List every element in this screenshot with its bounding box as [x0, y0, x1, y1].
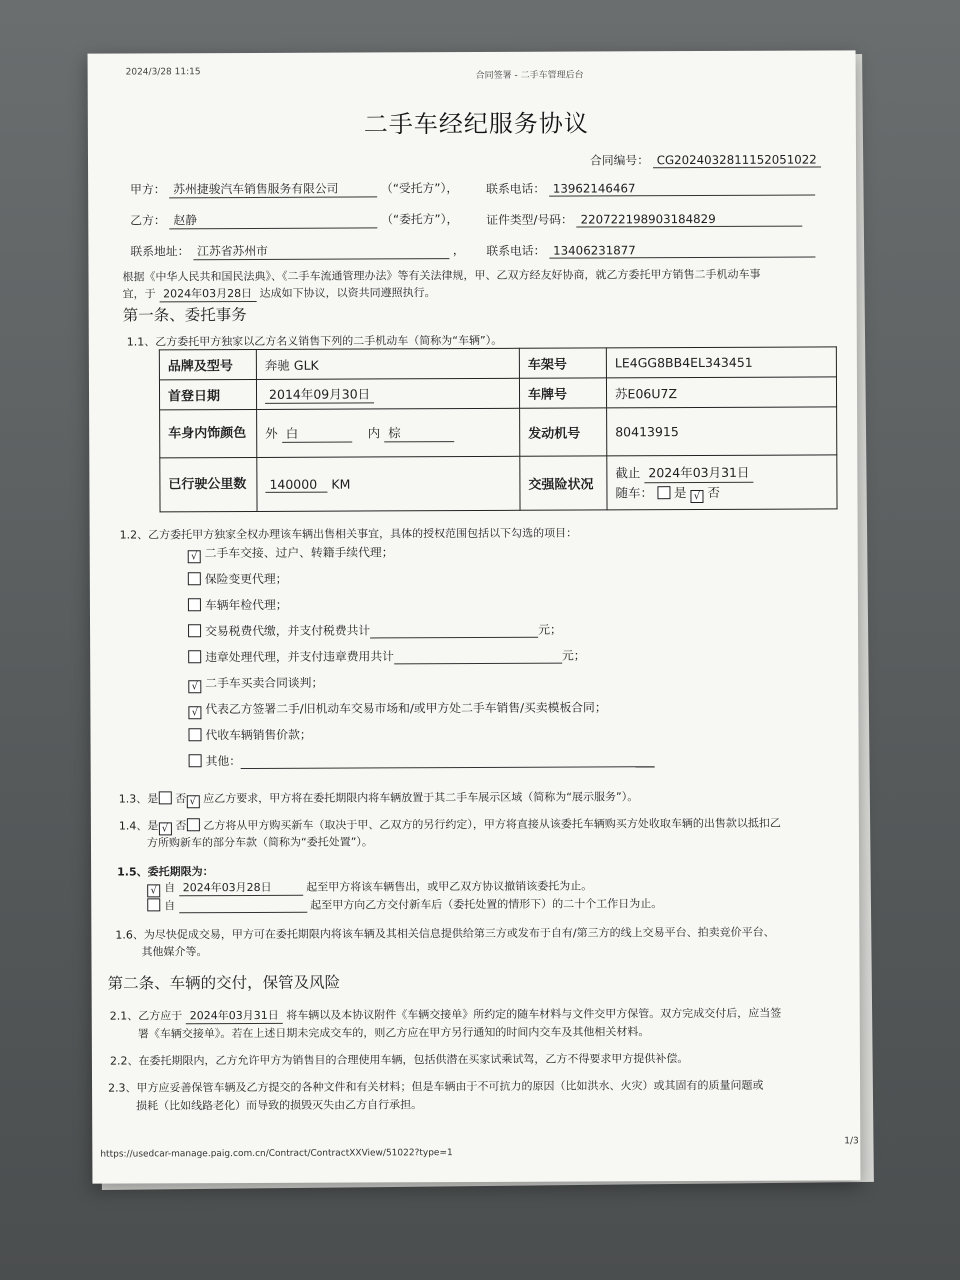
- contract-page: [88, 50, 861, 1183]
- clause-2-3-line-1: 2.3、甲方应妥善保管车辆及乙方提交的各种文件和有关材料；但是车辆由于不可抗力的原因（比如洪水、火灾）或其固有的质量问题或: [108, 1078, 764, 1095]
- vin-label: 车架号: [519, 348, 606, 378]
- party-b-address-label: 联系地址：: [130, 244, 190, 259]
- clause-1-6-line-1: 1.6、为尽快促成交易，甲方可在委托期限内将该车辆及其相关信息提供给第三方或发布于自有/第三方的线上交易平台、拍卖竞价平台、: [115, 925, 775, 942]
- article-1-title: 第一条、委托事务: [122, 305, 247, 325]
- intro-line-1: 根据《中华人民共和国民法典》、《二手车流通管理办法》等有关法律规，甲、乙双方经友好协商，就乙方委托甲方销售二手机动车事: [122, 267, 761, 284]
- article-2-title: 第二条、车辆的交付，保管及风险: [107, 973, 341, 993]
- term-option-2-date-blank[interactable]: [179, 900, 307, 914]
- party-a-role: （“受托方”），: [381, 181, 459, 196]
- party-b-row: [130, 210, 458, 229]
- term-option-1: [147, 877, 592, 897]
- auth-tax-suffix: 元；: [538, 622, 562, 637]
- insurance-yes-label: 是: [673, 484, 687, 500]
- party-b-name: 赵静: [169, 210, 377, 229]
- contract-number-label: 合同编号：: [589, 153, 650, 168]
- term-option-1-pre: 自: [164, 881, 176, 895]
- party-a-row: [130, 179, 458, 198]
- auth-item-other: [189, 750, 655, 769]
- color-label: 车身内饰颜色: [160, 409, 257, 457]
- exterior-prefix: 外: [265, 425, 278, 441]
- clause-2-1: [110, 1005, 782, 1025]
- party-b-id-row: [486, 210, 802, 228]
- insurance-with-label: 随车：: [615, 484, 654, 500]
- clause-1-5-title: 1.5、委托期限为：: [117, 865, 214, 879]
- auth-violation-suffix: 元；: [561, 648, 586, 663]
- plate-label: 车牌号: [519, 378, 606, 408]
- interior-color: 棕: [384, 423, 454, 442]
- auth-tax-checkbox[interactable]: [188, 624, 201, 637]
- insurance-cell: [607, 455, 837, 510]
- table-row: [159, 347, 836, 380]
- brand-label: 品牌及型号: [159, 349, 256, 379]
- auth-item-insurance: [188, 570, 288, 587]
- party-b-id: 220722198903184829: [577, 212, 803, 228]
- party-b-phone-row: [486, 241, 815, 259]
- table-row: [159, 377, 836, 410]
- clause-2-2: 2.2、在委托期限内，乙方允许甲方为销售目的合理使用车辆，包括供潜在买家试乘试驾，乙方不得要求甲方提供补偿。: [109, 1052, 689, 1068]
- clause-1-6-line-2: 其他媒介等。: [141, 945, 208, 959]
- auth-other-checkbox[interactable]: [189, 754, 202, 767]
- party-b-address: 江苏省苏州市: [193, 241, 449, 260]
- term-option-1-checkbox[interactable]: √: [147, 884, 160, 897]
- party-b-phone: 13406231877: [549, 243, 815, 259]
- auth-violation-checkbox[interactable]: [188, 650, 201, 663]
- engine-label: 发动机号: [520, 408, 607, 456]
- delivery-date: 2024年03月31日: [186, 1007, 283, 1024]
- violation-amount-blank[interactable]: [394, 651, 562, 665]
- auth-collect-checkbox[interactable]: [188, 728, 201, 741]
- document-title: 二手车经纪服务协议: [363, 109, 589, 139]
- auth-negotiation-label: 二手车买卖合同谈判；: [205, 675, 324, 691]
- interior-prefix: 内: [367, 425, 381, 441]
- other-blank[interactable]: [241, 754, 655, 769]
- auth-other-label: 其他：: [205, 754, 242, 769]
- party-a-phone: 13962146467: [549, 181, 815, 197]
- reg-date-label: 首登日期: [159, 379, 256, 409]
- term-option-2-pre: 自: [164, 899, 176, 913]
- term-option-2: [147, 895, 662, 913]
- insurance-with-car-row: [615, 482, 828, 503]
- party-b-role: （“委托方”），: [381, 212, 459, 227]
- intro-line-2-pre: 宜，于: [122, 287, 156, 301]
- auth-item-negotiation: [188, 674, 323, 694]
- table-row: [160, 407, 837, 458]
- clause-2-1-text: 将车辆以及本协议附件《车辆交接单》所约定的随车材料与文件交甲方保管。双方完成交付后，应当签: [286, 1006, 782, 1022]
- exterior-color: 白: [282, 424, 352, 443]
- party-b-phone-label: 联系电话：: [486, 243, 546, 258]
- contract-number-row: [590, 150, 821, 168]
- auth-transfer-checkbox[interactable]: √: [188, 550, 201, 563]
- insurance-yes-checkbox[interactable]: [657, 486, 670, 499]
- clause-2-1-pre: 2.1、乙方应于: [109, 1009, 183, 1023]
- insurance-until-row: [615, 462, 828, 483]
- display-yes-checkbox[interactable]: [158, 791, 171, 804]
- auth-tax-label: 交易税费代缴，并支付税费共计: [205, 623, 371, 639]
- mileage-label: 已行驶公里数: [160, 457, 257, 511]
- auth-item-collect-payment: [188, 726, 311, 744]
- clause-1-3-text: 应乙方要求，甲方将在委托期限内将车辆放置于其二手车展示区域（简称为“展示服务”）。: [203, 790, 639, 806]
- clause-1-3-no-label: 否: [175, 792, 187, 806]
- auth-insurance-label: 保险变更代理；: [204, 571, 288, 587]
- party-a-name: 苏州捷骏汽车销售服务有限公司: [169, 179, 377, 198]
- print-site-title: 合同签署 - 二手车管理后台: [475, 70, 584, 81]
- auth-negotiation-checkbox[interactable]: √: [188, 680, 201, 693]
- auth-item-transfer: [188, 543, 394, 563]
- auth-item-sign-contract: [188, 698, 606, 719]
- clause-1-4: [119, 815, 781, 836]
- clause-1-2: 1.2、乙方委托甲方独家全权办理该车辆出售相关事宜，具体的授权范围包括以下勾选的项目：: [119, 526, 578, 542]
- clause-1-3-yes-label: 1.3、是: [118, 792, 159, 806]
- auth-violation-label: 违章处理代理，并支付违章费用共计: [205, 649, 394, 665]
- insurance-until-label: 截止: [615, 464, 641, 480]
- clause-2-1-line-2: 署《车辆交接单》。若在上述日期未完成交车的，则乙方应在甲方另行通知的时间内交车及其他相关材料。: [137, 1025, 650, 1041]
- auth-item-inspection: [188, 596, 288, 613]
- reg-date-value: 2014年09月30日: [265, 384, 374, 403]
- auth-item-tax: [188, 621, 562, 640]
- party-b-address-row: [130, 241, 464, 260]
- clause-2-3-line-2: 损耗（比如线路老化）而导致的损毁灭失由乙方自行承担。: [136, 1098, 423, 1113]
- mileage-value: 140000: [265, 476, 327, 492]
- intro-line-2: [123, 284, 436, 302]
- plate-value: 苏E06U7Z: [606, 377, 836, 408]
- auth-item-violation: [188, 647, 585, 666]
- clause-1-1: 1.1、乙方委托甲方独家以乙方名义销售下列的二手机动车（简称为“车辆”）。: [126, 333, 503, 349]
- party-a-phone-row: [486, 179, 815, 197]
- auth-transfer-label: 二手车交接、过户、转籍手续代理；: [204, 545, 394, 561]
- vehicle-info-table: [159, 346, 838, 512]
- clause-1-4-line-2: 方所购新车的部分车款（简称为“委托处置”）。: [146, 835, 373, 850]
- clause-1-4-text: 乙方将从甲方购买新车（取决于甲、乙双方的另行约定），甲方将直接从该委托车辆购买方处收取车辆的出售款以抵扣乙: [203, 816, 781, 833]
- term-option-2-checkbox[interactable]: [147, 898, 160, 911]
- intro-date: 2024年03月28日: [159, 285, 256, 302]
- insurance-label: 交强险状况: [520, 456, 607, 510]
- party-a-label: 甲方：: [130, 182, 166, 197]
- table-row: [160, 455, 837, 512]
- party-b-address-end: ，: [452, 243, 465, 258]
- term-option-1-text: 起至甲方将该车辆售出，或甲乙双方协议撤销该委托为止。: [306, 879, 593, 894]
- reg-date-cell: [256, 378, 519, 409]
- mileage-unit: KM: [331, 476, 351, 492]
- intro-line-2-post: 达成如下协议，以资共同遵照执行。: [259, 286, 436, 300]
- insurance-no-label: 否: [707, 484, 721, 500]
- footer-url: https://usedcar-manage.paig.com.cn/Contract/ContractXXView/51022?type=1: [100, 1148, 453, 1160]
- auth-inspection-checkbox[interactable]: [188, 598, 201, 611]
- auth-sign-label: 代表乙方签署二手/旧机动车交易市场和/或甲方处二手车销售/买卖模板合同；: [205, 700, 607, 717]
- clause-1-4-yes-label: 1.4、是: [118, 819, 159, 833]
- engine-value: 80413915: [607, 407, 837, 456]
- auth-sign-checkbox[interactable]: √: [188, 706, 201, 719]
- auth-inspection-label: 车辆年检代理；: [204, 597, 288, 613]
- vin-value: LE4GG8BB4EL343451: [606, 347, 836, 378]
- clause-1-3: [119, 788, 638, 808]
- party-b-id-label: 证件类型/号码：: [486, 212, 573, 227]
- trade-in-yes-checkbox[interactable]: √: [158, 822, 171, 835]
- term-option-2-text: 起至甲方向乙方交付新车后（委托处置的情形下）的二十个工作日为止。: [310, 897, 663, 912]
- contract-number: CG2024032811152051022: [653, 152, 821, 168]
- auth-insurance-checkbox[interactable]: [188, 572, 201, 585]
- clause-1-4-no-label: 否: [175, 819, 187, 833]
- trade-in-no-checkbox[interactable]: [186, 818, 199, 831]
- mileage-cell: [257, 456, 520, 511]
- insurance-until-date: 2024年03月31日: [644, 462, 753, 482]
- party-a-phone-label: 联系电话：: [486, 181, 546, 196]
- print-datetime: 2024/3/28 11:15: [125, 67, 201, 78]
- page-number: 1/3: [844, 1136, 859, 1147]
- term-option-1-date: 2024年03月28日: [179, 879, 303, 897]
- color-cell: [257, 408, 520, 457]
- display-no-checkbox[interactable]: √: [186, 795, 199, 808]
- tax-amount-blank[interactable]: [370, 625, 538, 639]
- insurance-no-checkbox[interactable]: √: [690, 489, 703, 502]
- party-b-label: 乙方：: [130, 213, 166, 228]
- auth-collect-label: 代收车辆销售价款；: [205, 727, 312, 743]
- brand-value: 奔驰 GLK: [256, 348, 519, 379]
